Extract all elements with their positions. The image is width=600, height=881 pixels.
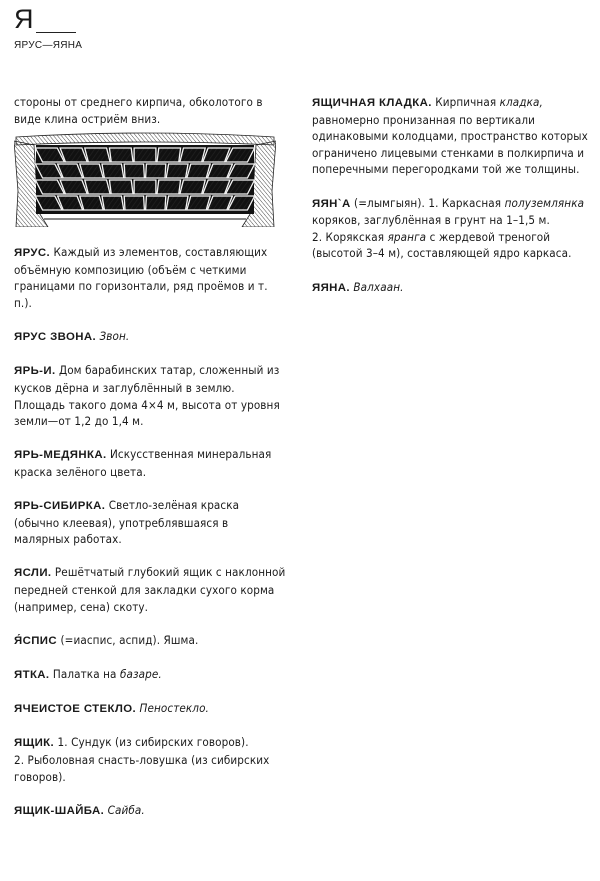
cross-reference: яранга (387, 229, 427, 244)
entry-term: ЯЯНА. (312, 281, 350, 294)
continuation-text: стороны от среднего кирпича, обколотого в виде клина остриём вниз. (14, 95, 263, 126)
cross-reference: базаре. (119, 667, 162, 682)
brick (85, 180, 110, 194)
dictionary-entry (14, 632, 286, 650)
entry-body: Кирпичная (435, 95, 497, 109)
cross-reference: Валхаан. (353, 279, 404, 294)
dictionary-entry (14, 564, 286, 615)
entry-body: (=лымгыян). 1. Каркасная (354, 195, 502, 210)
entry-term: ЯСЛИ. (14, 567, 52, 580)
dictionary-entry (14, 802, 286, 820)
entry-term: ЯТКА. (14, 669, 50, 682)
brick (166, 164, 188, 178)
dictionary-entry (14, 734, 286, 785)
brick (102, 196, 124, 210)
entry-body: Искусственная минеральная краска зелёного цвета. (14, 447, 272, 479)
entry-term: ЯЩИЧНАЯ КЛАДКА. (312, 97, 432, 109)
brick (187, 164, 210, 178)
brick (146, 164, 166, 178)
brick (180, 148, 205, 162)
entry-term: ЯРУС ЗВОНА. (14, 331, 97, 344)
entry-body: с жердевой треногой (высотой 3–4 м), составляющей ядро каркаса. (312, 229, 572, 261)
entry-body: равномерно пронизанная по вертикали одинаковыми колодцами, пространство которых ограничено лицевыми стенками в полкирпича и поперечными перегородками той же толщины. (312, 112, 588, 177)
brick (134, 180, 156, 194)
cross-reference: Звон. (99, 329, 130, 344)
entry-term: ЯРУС. (14, 247, 51, 260)
brick (124, 164, 144, 178)
brick (134, 148, 156, 162)
entry-term: Я́СПИС (14, 634, 58, 647)
dictionary-entry (312, 94, 592, 178)
running-head: ЯРУС—ЯЯНА (14, 40, 83, 51)
brick (80, 164, 103, 178)
dictionary-entry (14, 700, 286, 718)
dictionary-entry (14, 446, 286, 480)
page-letter: Я (14, 4, 34, 34)
entry-term: ЯЯН`А (312, 197, 351, 210)
dictionary-entry (14, 666, 286, 684)
entry-term: ЯЧЕИСТОЕ СТЕКЛО. (14, 703, 137, 716)
dictionary-entry (14, 497, 286, 548)
brick (109, 180, 133, 194)
brick (124, 196, 144, 210)
brick (80, 196, 103, 210)
brick-arch-illustration (14, 131, 276, 227)
dictionary-entry (14, 244, 286, 311)
brick (157, 180, 181, 194)
cross-reference: Пеностекло. (139, 701, 209, 716)
entry-body: 1. Сундук (из сибирских говоров). (57, 735, 249, 750)
entry-term: ЯРЬ-МЕДЯНКА. (14, 449, 107, 462)
entry-term: ЯРЬ-СИБИРКА. (14, 500, 106, 513)
cross-reference: полуземлянка (504, 195, 585, 210)
entry-term: ЯЩИК-ШАЙБА. (14, 804, 105, 817)
entry-body: Светло-зелёная краска (обычно клеевая), употреблявшаяся в малярных работах. (14, 498, 240, 547)
header-rule (36, 32, 76, 33)
left-entries (14, 244, 286, 819)
brick (102, 164, 124, 178)
dictionary-entry (14, 328, 286, 346)
brick (180, 180, 205, 194)
dictionary-entry (312, 279, 592, 297)
brick (146, 196, 166, 210)
entry-body: Палатка на (52, 667, 117, 682)
brick (60, 148, 87, 162)
brick (203, 180, 230, 194)
cross-reference: кладка, (499, 95, 543, 109)
dictionary-entry (14, 362, 286, 429)
entry-body: Дом барабинских татар, сложенный из кусков дёрна и заглублённый в землю. Площадь такого дома 4×4 м, высота от уровня земли—от 1,2 до 1,4 м. (14, 363, 280, 429)
entry-body: Каждый из элементов, составляющих объёмную композицию (объём с четкими границами по горизонтали, ряд проёмов и т. п.). (14, 245, 268, 310)
brick (109, 148, 133, 162)
brick (85, 148, 110, 162)
brick (157, 148, 181, 162)
entry-body: Решётчатый глубокий ящик с наклонной передней стенкой для закладки сухого корма (например, сена) скоту. (14, 565, 286, 614)
entry-body: коряков, заглублённая в грунт на 1–1,5 м. (312, 213, 550, 228)
dictionary-entry (312, 195, 592, 262)
entry-term: ЯРЬ-И. (14, 365, 56, 378)
entry-body: (=иаспис, аспид). Яшма. (60, 632, 199, 647)
left-column (14, 94, 286, 836)
entry-body: 2. Корякская (312, 229, 385, 244)
brick (187, 196, 210, 210)
brick (60, 180, 87, 194)
entry-term: ЯЩИК. (14, 737, 55, 750)
entry-body: 2. Рыболовная снасть-ловушка (из сибирских говоров). (14, 753, 270, 784)
brick (166, 196, 188, 210)
cross-reference: Сайба. (107, 802, 145, 817)
right-column (312, 94, 592, 313)
brick (203, 148, 230, 162)
